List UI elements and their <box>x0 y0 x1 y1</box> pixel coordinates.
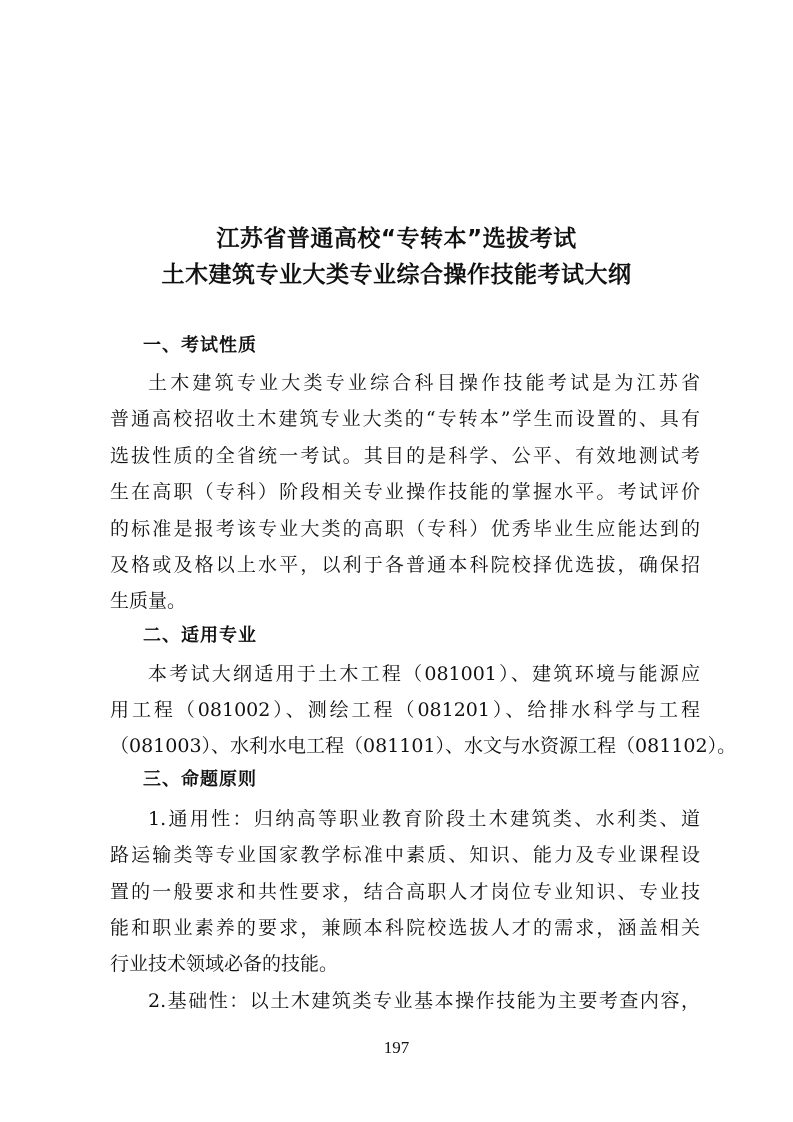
document-title-line-1: 江苏省普通高校“专转本”选拔考试 <box>216 226 577 252</box>
paragraph-line: 用工程（081002）、测绘工程（081201）、给排水科学与工程 <box>110 699 700 721</box>
paragraph-line: 及格或及格以上水平，以利于各普通本科院校择优选拔，确保招 <box>110 554 700 576</box>
section-heading-proposition-principles: 三、命题原则 <box>143 769 257 790</box>
paragraph-line: 生在高职（专科）阶段相关专业操作技能的掌握水平。考试评价 <box>110 481 700 503</box>
paragraph-line: 本考试大纲适用于土木工程（081001）、建筑环境与能源应 <box>148 663 700 685</box>
paragraph-line: 1.通用性：归纳高等职业教育阶段土木建筑类、水利类、道 <box>148 808 700 830</box>
paragraph-line: （081003）、水利水电工程（081101）、水文与水资源工程（081102）。 <box>110 735 737 757</box>
paragraph-line: 路运输类等专业国家教学标准中素质、知识、能力及专业课程设 <box>110 844 700 866</box>
paragraph-line: 能和职业素养的要求，兼顾本科院校选拔人才的需求，涵盖相关 <box>110 917 700 939</box>
paragraph-line: 生质量。 <box>110 590 187 612</box>
section-heading-exam-nature: 一、考试性质 <box>143 335 257 356</box>
section-heading-applicable-majors: 二、适用专业 <box>143 625 257 646</box>
paragraph-line: 普通高校招收土木建筑专业大类的“专转本”学生而设置的、具有 <box>110 408 700 430</box>
paragraph-line: 的标准是报考该专业大类的高职（专科）优秀毕业生应能达到的 <box>110 518 700 540</box>
paragraph-line: 选拔性质的全省统一考试。其目的是科学、公平、有效地测试考 <box>110 445 700 467</box>
document-title-line-2: 土木建筑专业大类专业综合操作技能考试大纲 <box>161 262 632 288</box>
paragraph-line: 土木建筑专业大类专业综合科目操作技能考试是为江苏省 <box>148 372 700 394</box>
paragraph-line: 置的一般要求和共性要求，结合高职人才岗位专业知识、专业技 <box>110 881 700 903</box>
paragraph-line: 2.基础性：以土木建筑类专业基本操作技能为主要考查内容， <box>148 990 700 1012</box>
page-number: 197 <box>383 1038 410 1057</box>
paragraph-line: 行业技术领域必备的技能。 <box>110 953 339 975</box>
